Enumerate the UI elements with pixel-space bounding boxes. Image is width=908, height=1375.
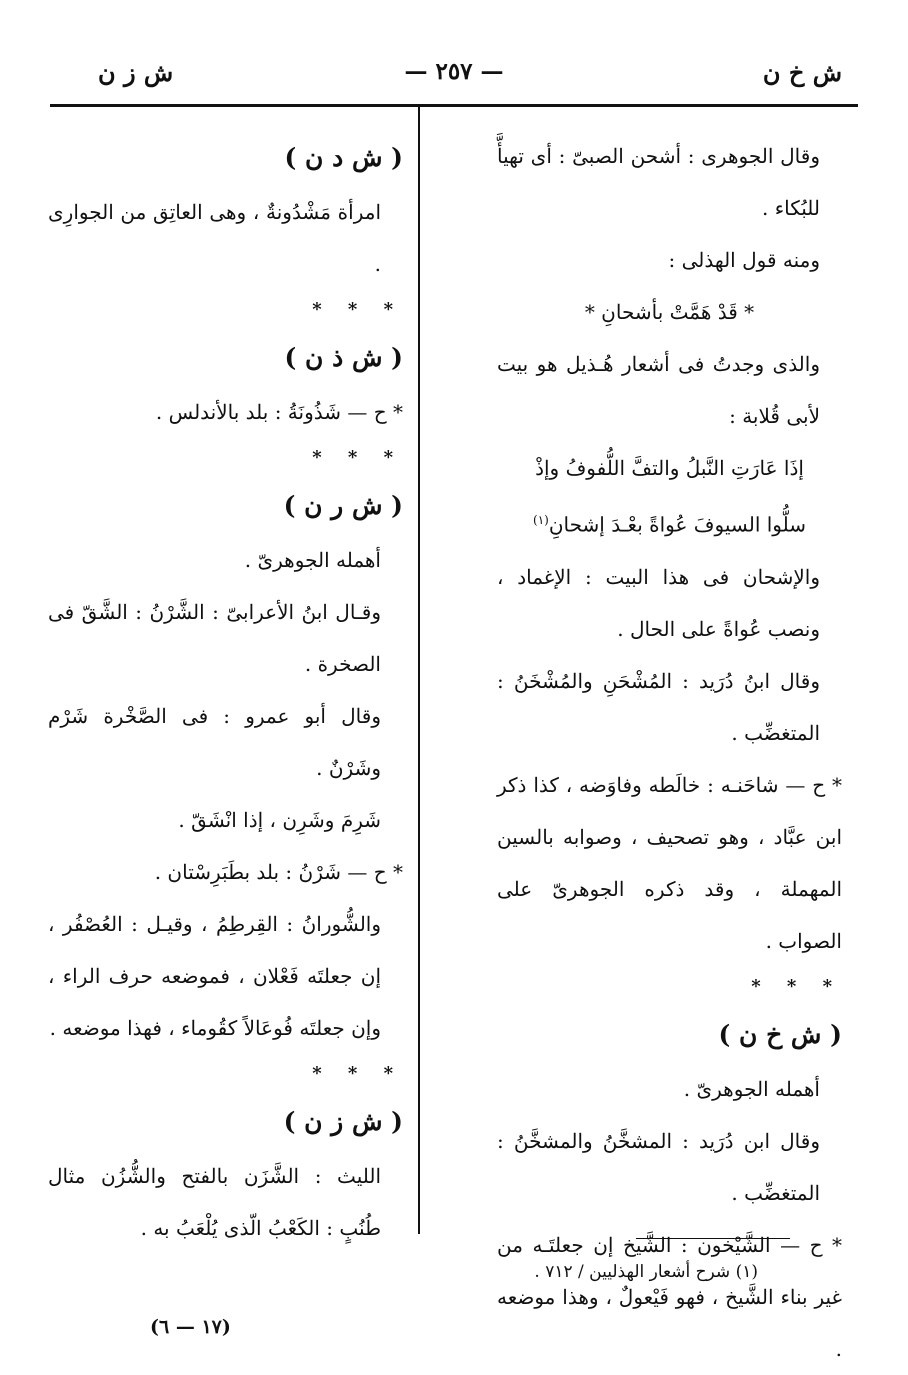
right-column xyxy=(497,130,842,1375)
section-separator: * * * xyxy=(312,299,403,320)
header-rule xyxy=(50,104,858,107)
verse xyxy=(497,494,842,551)
paragraph: والذى وجدتُ فى أشعار هُـذيل هو بيت لأبى قُلابة : xyxy=(497,352,820,428)
section-separator: * * * xyxy=(312,447,403,468)
section-separator: * * * xyxy=(751,975,842,997)
paragraph: ومنه قول الهذلى : xyxy=(668,248,820,272)
paragraph: * ح — شاحَنـه : خالَطه وفاوَضه ، كذا ذكر ابن عبَّاد ، وهو تصحيف ، وصوابه بالسين المهملة ، وقد ذكره الجوهرىّ على الصواب . xyxy=(497,772,842,953)
verse: إذَا عَارَتِ النَّبلُ والتفَّ اللُّفوفُ وإذْ xyxy=(535,456,804,480)
paragraph: أهمله الجوهرىّ . xyxy=(683,1076,820,1101)
paragraph: * ح — الشَّيْخون : الشَّيخ إن جعلتَـه من غير بناء الشَّيخ ، فهو فَيْعولٌ ، وهذا موضعه . xyxy=(497,1232,842,1361)
footnote-rule xyxy=(636,1238,790,1239)
paragraph: والشُّورانُ : القِرطِمُ ، وقيـل : العُصْفُر ، إن جعلتَه فَعْلان ، فموضعه حرف الراء ، وإن جعلتَه فُوعَالاً كقُوماء ، فهذا موضعه . xyxy=(48,912,381,1040)
entry-heading: ( ش ز ن ) xyxy=(283,1107,403,1136)
left-column xyxy=(48,130,403,1254)
header-root-left: ش ز ن xyxy=(98,58,174,87)
paragraph: * ح — شَرْنُ : بلد بطَبَرِسْتان . xyxy=(154,860,403,884)
column-divider xyxy=(418,106,420,1234)
paragraph: الليث : الشَّزَن بالفتح والشُّزُن مثال طُنُبٍ : الكَعْبُ الّذى يُلْعَبُ به . xyxy=(48,1164,381,1240)
verse-text: سلُّوا السيوفَ عُواةً بعْـدَ إشحانِ xyxy=(548,512,806,537)
entry-heading: ( ش ر ن ) xyxy=(283,491,403,520)
paragraph: وقال أبو عمرو : فى الصَّخْرة شَرْم وشَرْنٌ . xyxy=(48,704,381,780)
paragraph: * ح — شَذُونَةُ : بلد بالأندلس . xyxy=(155,400,403,424)
entry-heading: ( ش خ ن ) xyxy=(718,1019,842,1049)
signature-mark: (١٧ — ٦) xyxy=(150,1316,231,1338)
section-separator: * * * xyxy=(312,1063,403,1084)
header-root-right: ش خ ن xyxy=(762,58,842,87)
page-number: — ٢٥٧ — xyxy=(404,58,504,85)
paragraph: وقال الجوهرى : أشحن الصبىّ : أى تهيأَّ للبُكاء . xyxy=(497,144,820,220)
paragraph: امرأة مَشْدُونةٌ ، وهى العاتِق من الجوارِى . xyxy=(48,200,381,276)
footnote-marker: (١) xyxy=(533,513,549,527)
verse: * قَدْ هَمَّتْ بأشحانِ * xyxy=(584,300,755,324)
footnote: (١) شرح أشعار الهذليين / ٧١٢ . xyxy=(534,1262,758,1282)
paragraph: والإشحان فى هذا البيت : الإغماد ، ونصب عُواةً على الحال . xyxy=(497,564,820,641)
entry-heading: ( ش د ن ) xyxy=(284,143,403,172)
paragraph: أهمله الجوهرىّ . xyxy=(244,548,381,572)
paragraph: وقـال ابنُ الأعرابىّ : الشَّرْنُ : الشَّقّ فى الصخرة . xyxy=(48,600,381,676)
paragraph: وقال ابنُ دُرَيد : المُشْحَنِ والمُشْخَنُ : المتغضِّب . xyxy=(497,668,820,745)
paragraph: شَرِمَ وشَرِن ، إذا انْشَقّ . xyxy=(178,808,381,832)
entry-heading: ( ش ذ ن ) xyxy=(284,343,403,372)
paragraph: وقال ابن دُرَيد : المشخَّنُ والمشخَّنُ : المتغضِّب . xyxy=(497,1128,820,1205)
